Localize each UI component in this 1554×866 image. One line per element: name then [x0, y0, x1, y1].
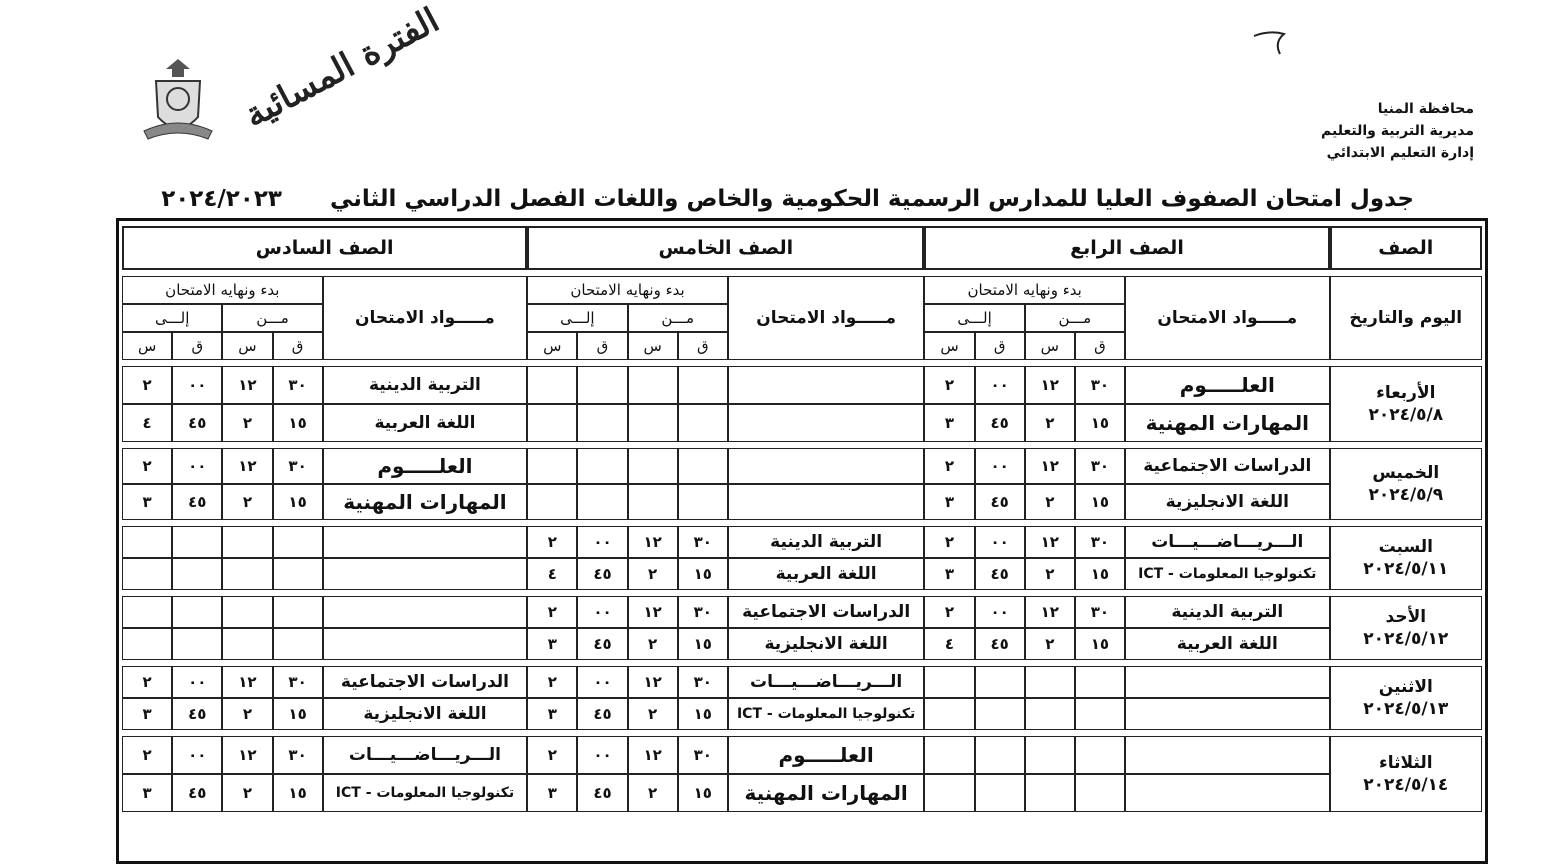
subject-cell [728, 448, 925, 484]
start-hour-cell [1025, 774, 1075, 812]
start-hour-cell: ١٢ [222, 666, 272, 698]
start-hour-cell: ١٢ [1025, 448, 1075, 484]
subject-cell [323, 628, 528, 660]
from-label: مـــن [1025, 304, 1125, 332]
start-hour-cell [1025, 698, 1075, 730]
exam-date: ٢٠٢٤/٥/١١ [1363, 559, 1449, 579]
exam-date: ٢٠٢٤/٥/١٤ [1363, 775, 1449, 795]
hour-label: س [527, 332, 577, 360]
end-minute-cell: ٤٥ [172, 404, 222, 442]
day-date-label: اليوم والتاريخ [1330, 276, 1482, 360]
start-hour-cell: ١٢ [628, 526, 678, 558]
grade-label: الصف [1330, 226, 1482, 270]
start-hour-cell: ١٢ [222, 448, 272, 484]
start-hour-cell: ١٢ [222, 736, 272, 774]
subject-cell: اللغة العربية [728, 558, 925, 590]
subject-cell: التربية الدينية [1125, 596, 1330, 628]
subject-cell [728, 404, 925, 442]
table-row [122, 484, 1482, 520]
end-minute-cell: ٤٥ [577, 628, 627, 660]
end-hour-cell: ٢ [924, 596, 974, 628]
table-row [122, 366, 1482, 404]
to-label: إلـــى [924, 304, 1024, 332]
governorate: محافظة المنيا [1377, 101, 1474, 117]
end-hour-cell: ٣ [122, 698, 172, 730]
subject-cell [728, 484, 925, 520]
minute-label: ق [975, 332, 1025, 360]
subject-cell [323, 526, 528, 558]
table-row [122, 774, 1482, 812]
evening-period-stamp: الفترة المسائية [238, 0, 446, 136]
emblem-icon [138, 55, 218, 150]
start-minute-cell [678, 484, 728, 520]
subject-cell: الـــريـــاضـــيـــات [728, 666, 925, 698]
start-minute-cell: ١٥ [678, 774, 728, 812]
day-name: الأحد [1385, 607, 1427, 627]
subject-cell: الـــريـــاضـــيـــات [323, 736, 528, 774]
subject-cell [323, 558, 528, 590]
end-minute-cell [172, 558, 222, 590]
hour-label: س [222, 332, 272, 360]
start-hour-cell: ١٢ [1025, 596, 1075, 628]
page-title [161, 186, 1414, 212]
handwritten-mark [1250, 28, 1290, 58]
start-hour-cell [628, 366, 678, 404]
minute-label: ق [678, 332, 728, 360]
end-minute-cell: ٤٥ [975, 404, 1025, 442]
subject-cell [1125, 736, 1330, 774]
end-hour-cell: ٣ [122, 484, 172, 520]
start-minute-cell [1075, 774, 1125, 812]
start-minute-cell: ١٥ [273, 404, 323, 442]
organization-header [1321, 98, 1474, 164]
end-minute-cell: ٤٥ [975, 558, 1025, 590]
table-row [122, 596, 1482, 628]
time-label: بدء ونهايه الامتحان [122, 276, 323, 304]
minute-label: ق [172, 332, 222, 360]
end-hour-cell [122, 558, 172, 590]
day-name: الثلاثاء [1379, 753, 1433, 773]
directorate: مديرية التربية والتعليم [1321, 123, 1474, 139]
grade-6-header: الصف السادس [122, 226, 527, 270]
minute-label: ق [577, 332, 627, 360]
time-label: بدء ونهايه الامتحان [924, 276, 1125, 304]
day-name: الأربعاء [1376, 383, 1436, 403]
start-minute-cell: ١٥ [1075, 404, 1125, 442]
table-row [122, 404, 1482, 442]
table-row [122, 698, 1482, 730]
end-minute-cell [975, 774, 1025, 812]
start-hour-cell: ٢ [1025, 628, 1075, 660]
end-minute-cell: ٤٥ [172, 774, 222, 812]
end-minute-cell: ٤٥ [975, 628, 1025, 660]
subjects-label: مـــــواد الامتحان [728, 276, 925, 360]
subject-cell: العلـــــوم [728, 736, 925, 774]
end-hour-cell [527, 366, 577, 404]
day-date-cell [1330, 736, 1482, 812]
subject-cell: المهارات المهنية [323, 484, 528, 520]
end-hour-cell [924, 666, 974, 698]
end-hour-cell [924, 698, 974, 730]
end-minute-cell: ٠٠ [172, 366, 222, 404]
start-minute-cell: ١٥ [678, 698, 728, 730]
end-hour-cell [527, 448, 577, 484]
end-minute-cell [577, 448, 627, 484]
start-hour-cell [222, 596, 272, 628]
end-hour-cell [924, 774, 974, 812]
start-minute-cell: ٣٠ [678, 596, 728, 628]
table-row [122, 628, 1482, 660]
to-label: إلـــى [122, 304, 222, 332]
day-date-cell [1330, 666, 1482, 730]
subject-cell: المهارات المهنية [1125, 404, 1330, 442]
start-hour-cell: ٢ [1025, 558, 1075, 590]
end-minute-cell: ٤٥ [172, 698, 222, 730]
start-hour-cell: ٢ [628, 774, 678, 812]
start-minute-cell: ٣٠ [273, 736, 323, 774]
end-hour-cell: ٣ [122, 774, 172, 812]
start-minute-cell: ١٥ [273, 484, 323, 520]
start-minute-cell: ٣٠ [273, 666, 323, 698]
exam-schedule-table [122, 226, 1482, 812]
start-minute-cell [273, 526, 323, 558]
start-minute-cell: ٣٠ [678, 736, 728, 774]
start-minute-cell [1075, 666, 1125, 698]
hour-label: س [122, 332, 172, 360]
start-hour-cell: ٢ [222, 698, 272, 730]
start-hour-cell: ٢ [222, 484, 272, 520]
start-hour-cell: ٢ [222, 774, 272, 812]
start-hour-cell [222, 526, 272, 558]
end-hour-cell [122, 596, 172, 628]
start-hour-cell: ٢ [628, 698, 678, 730]
end-hour-cell: ٣ [924, 484, 974, 520]
subject-cell [1125, 698, 1330, 730]
end-hour-cell: ٢ [924, 526, 974, 558]
end-minute-cell [172, 628, 222, 660]
end-minute-cell [577, 404, 627, 442]
subject-cell: اللغة العربية [323, 404, 528, 442]
start-minute-cell: ٣٠ [273, 366, 323, 404]
subject-cell: الـــريـــاضـــيـــات [1125, 526, 1330, 558]
day-date-cell [1330, 448, 1482, 520]
end-minute-cell: ٠٠ [975, 526, 1025, 558]
start-minute-cell: ١٥ [678, 628, 728, 660]
end-minute-cell [975, 666, 1025, 698]
subject-cell: تكنولوجيا المعلومات - ICT [728, 698, 925, 730]
subject-cell: اللغة العربية [1125, 628, 1330, 660]
table-row [122, 736, 1482, 774]
end-hour-cell [527, 404, 577, 442]
end-hour-cell: ٢ [924, 366, 974, 404]
end-minute-cell: ٤٥ [577, 558, 627, 590]
subject-cell: الدراسات الاجتماعية [728, 596, 925, 628]
end-minute-cell [975, 736, 1025, 774]
start-minute-cell: ٣٠ [273, 448, 323, 484]
end-hour-cell: ٣ [527, 628, 577, 660]
start-hour-cell [628, 448, 678, 484]
exam-date: ٢٠٢٤/٥/٨ [1368, 405, 1444, 425]
start-minute-cell: ١٥ [678, 558, 728, 590]
administration: إدارة التعليم الابتدائي [1326, 145, 1474, 161]
end-minute-cell: ٠٠ [975, 366, 1025, 404]
subject-cell: الدراسات الاجتماعية [1125, 448, 1330, 484]
end-hour-cell: ٢ [527, 526, 577, 558]
table-row [122, 666, 1482, 698]
day-date-cell [1330, 596, 1482, 660]
end-minute-cell: ٤٥ [577, 698, 627, 730]
start-hour-cell: ١٢ [1025, 526, 1075, 558]
subject-cell [728, 366, 925, 404]
end-minute-cell: ٠٠ [975, 448, 1025, 484]
end-minute-cell [172, 596, 222, 628]
start-hour-cell: ١٢ [1025, 366, 1075, 404]
start-minute-cell: ١٥ [273, 698, 323, 730]
hour-label: س [628, 332, 678, 360]
end-minute-cell: ٠٠ [577, 596, 627, 628]
exam-date: ٢٠٢٤/٥/٩ [1368, 485, 1444, 505]
grade-5-header: الصف الخامس [527, 226, 924, 270]
subject-cell: تكنولوجيا المعلومات - ICT [1125, 558, 1330, 590]
table-row [122, 526, 1482, 558]
subject-cell: التربية الدينية [323, 366, 528, 404]
start-minute-cell [273, 596, 323, 628]
end-minute-cell: ٠٠ [577, 666, 627, 698]
end-minute-cell: ٠٠ [577, 526, 627, 558]
start-hour-cell [628, 404, 678, 442]
start-minute-cell [678, 448, 728, 484]
start-minute-cell [678, 404, 728, 442]
end-hour-cell: ٢ [527, 736, 577, 774]
end-minute-cell: ٤٥ [975, 484, 1025, 520]
end-hour-cell: ٣ [527, 774, 577, 812]
end-minute-cell [172, 526, 222, 558]
start-hour-cell [222, 558, 272, 590]
start-minute-cell: ٣٠ [1075, 366, 1125, 404]
start-hour-cell: ١٢ [222, 366, 272, 404]
day-name: السبت [1378, 537, 1434, 557]
start-hour-cell: ١٢ [628, 736, 678, 774]
end-minute-cell: ٠٠ [577, 736, 627, 774]
table-row [122, 558, 1482, 590]
subject-cell: تكنولوجيا المعلومات - ICT [323, 774, 528, 812]
day-name: الاثنين [1378, 677, 1433, 697]
end-minute-cell: ٤٥ [172, 484, 222, 520]
start-hour-cell [222, 628, 272, 660]
from-label: مـــن [628, 304, 728, 332]
minute-label: ق [1075, 332, 1125, 360]
end-hour-cell: ٢ [122, 736, 172, 774]
hour-label: س [1025, 332, 1075, 360]
start-minute-cell: ١٥ [273, 774, 323, 812]
subject-cell: العلـــــوم [323, 448, 528, 484]
end-hour-cell: ٤ [924, 628, 974, 660]
end-hour-cell [122, 526, 172, 558]
exam-date: ٢٠٢٤/٥/١٣ [1363, 699, 1449, 719]
start-minute-cell [273, 628, 323, 660]
subject-cell: اللغة الانجليزية [728, 628, 925, 660]
subject-cell: العلـــــوم [1125, 366, 1330, 404]
end-minute-cell [577, 484, 627, 520]
end-hour-cell: ٣ [527, 698, 577, 730]
start-minute-cell [1075, 698, 1125, 730]
hour-label: س [924, 332, 974, 360]
start-minute-cell [1075, 736, 1125, 774]
end-hour-cell: ٢ [924, 448, 974, 484]
end-hour-cell: ٢ [122, 666, 172, 698]
subject-cell: اللغة الانجليزية [1125, 484, 1330, 520]
start-hour-cell: ٢ [1025, 404, 1075, 442]
subject-cell: المهارات المهنية [728, 774, 925, 812]
end-minute-cell: ٠٠ [172, 448, 222, 484]
end-hour-cell: ٢ [527, 596, 577, 628]
title-text: جدول امتحان الصفوف العليا للمدارس الرسمية الحكومية والخاص واللغات الفصل الدراسي الثاني [329, 186, 1414, 212]
start-hour-cell: ٢ [628, 628, 678, 660]
table-row [122, 448, 1482, 484]
end-hour-cell: ٣ [924, 558, 974, 590]
start-hour-cell: ١٢ [628, 596, 678, 628]
time-label: بدء ونهايه الامتحان [527, 276, 728, 304]
day-date-cell [1330, 526, 1482, 590]
subject-cell [323, 596, 528, 628]
subject-cell: التربية الدينية [728, 526, 925, 558]
academic-year: ٢٠٢٤/٢٠٢٣ [161, 186, 282, 212]
start-minute-cell [678, 366, 728, 404]
start-hour-cell [628, 484, 678, 520]
end-minute-cell [975, 698, 1025, 730]
start-hour-cell [1025, 736, 1075, 774]
end-hour-cell: ٤ [527, 558, 577, 590]
end-hour-cell [527, 484, 577, 520]
start-hour-cell: ٢ [1025, 484, 1075, 520]
start-hour-cell: ١٢ [628, 666, 678, 698]
start-minute-cell: ٣٠ [678, 666, 728, 698]
subjects-label: مـــــواد الامتحان [1125, 276, 1330, 360]
end-hour-cell: ٤ [122, 404, 172, 442]
start-minute-cell: ٣٠ [1075, 448, 1125, 484]
end-hour-cell [924, 736, 974, 774]
end-hour-cell: ٣ [924, 404, 974, 442]
start-minute-cell: ٣٠ [678, 526, 728, 558]
end-hour-cell: ٢ [527, 666, 577, 698]
grade-4-header: الصف الرابع [924, 226, 1329, 270]
start-hour-cell: ٢ [222, 404, 272, 442]
start-minute-cell: ١٥ [1075, 484, 1125, 520]
subject-cell [1125, 666, 1330, 698]
end-hour-cell: ٢ [122, 448, 172, 484]
start-hour-cell: ٢ [628, 558, 678, 590]
start-minute-cell: ١٥ [1075, 558, 1125, 590]
end-minute-cell: ٠٠ [172, 736, 222, 774]
end-hour-cell: ٢ [122, 366, 172, 404]
end-minute-cell: ٤٥ [577, 774, 627, 812]
exam-date: ٢٠٢٤/٥/١٢ [1363, 629, 1449, 649]
start-minute-cell: ٣٠ [1075, 596, 1125, 628]
subject-cell [1125, 774, 1330, 812]
day-date-cell [1330, 366, 1482, 442]
day-name: الخميس [1372, 463, 1440, 483]
subject-cell: الدراسات الاجتماعية [323, 666, 528, 698]
start-minute-cell: ١٥ [1075, 628, 1125, 660]
from-label: مـــن [222, 304, 322, 332]
end-hour-cell [122, 628, 172, 660]
end-minute-cell: ٠٠ [975, 596, 1025, 628]
end-minute-cell: ٠٠ [172, 666, 222, 698]
start-minute-cell [273, 558, 323, 590]
minute-label: ق [273, 332, 323, 360]
subject-cell: اللغة الانجليزية [323, 698, 528, 730]
to-label: إلـــى [527, 304, 627, 332]
start-hour-cell [1025, 666, 1075, 698]
end-minute-cell [577, 366, 627, 404]
start-minute-cell: ٣٠ [1075, 526, 1125, 558]
subjects-label: مـــــواد الامتحان [323, 276, 528, 360]
